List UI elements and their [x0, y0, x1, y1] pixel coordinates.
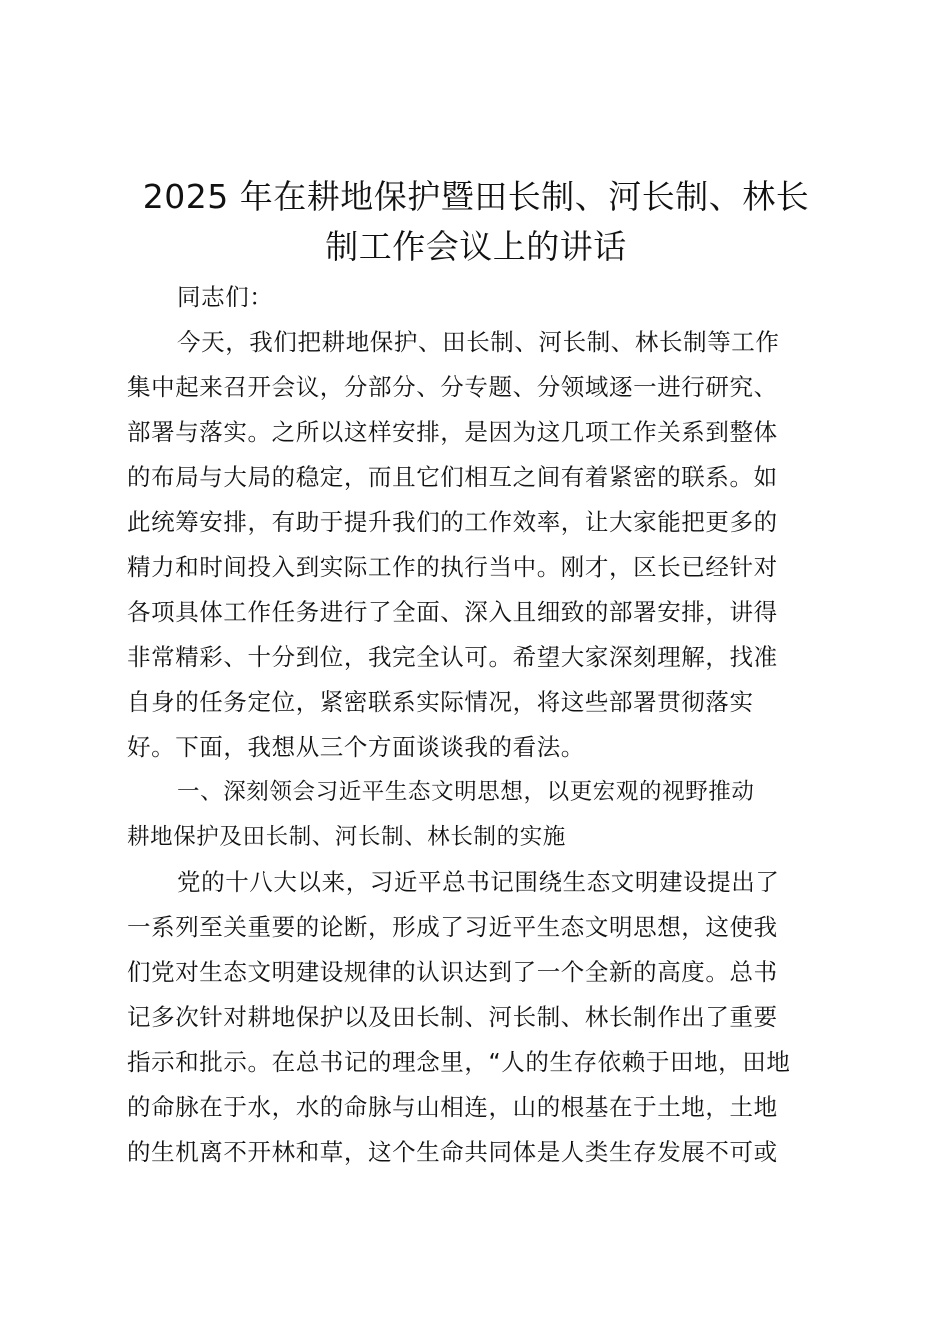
paragraph-line: 精力和时间投入到实际工作的执行当中。刚才，区长已经针对: [127, 553, 778, 581]
paragraph-line: 的命脉在于水，水的命脉与山相连，山的根基在于土地，土地: [127, 1093, 778, 1121]
salutation: 同志们：: [177, 283, 274, 311]
paragraph-line: 部署与落实。之所以这样安排，是因为这几项工作关系到整体: [127, 418, 778, 446]
title-line: 2025 年在耕地保护暨田长制、河长制、林长: [142, 177, 810, 216]
heading-line: 一、深刻领会习近平生态文明思想，以更宏观的视野推动: [177, 779, 755, 805]
section-paragraph: [127, 860, 827, 1175]
title-line: 制工作会议上的讲话: [325, 227, 627, 266]
section-heading: [127, 770, 827, 860]
paragraph-line: 党的十八大以来，习近平总书记围绕生态文明建设提出了: [177, 868, 780, 896]
paragraph-line: 的布局与大局的稳定，而且它们相互之间有着紧密的联系。如: [127, 463, 778, 491]
document-body: [127, 275, 827, 1175]
paragraph-line: 指示和批示。在总书记的理念里，“人的生存依赖于田地，田地: [127, 1048, 791, 1076]
paragraph-line: 非常精彩、十分到位，我完全认可。希望大家深刻理解，找准: [127, 643, 778, 671]
paragraph-line: 此统筹安排，有助于提升我们的工作效率，让大家能把更多的: [127, 508, 778, 536]
paragraph-line: 今天，我们把耕地保护、田长制、河长制、林长制等工作: [177, 328, 780, 356]
paragraph-line: 们党对生态文明建设规律的认识达到了一个全新的高度。总书: [127, 958, 778, 986]
paragraph-line: 自身的任务定位，紧密联系实际情况，将这些部署贯彻落实: [127, 688, 754, 716]
document-title: [120, 172, 832, 272]
paragraph-line: 的生机离不开林和草，这个生命共同体是人类生存发展不可或: [127, 1138, 778, 1166]
paragraph-line: 各项具体工作任务进行了全面、深入且细致的部署安排，讲得: [127, 598, 778, 626]
paragraph-line: 一系列至关重要的论断，形成了习近平生态文明思想，这使我: [127, 913, 778, 941]
paragraph-line: 集中起来召开会议，分部分、分专题、分领域逐一进行研究、: [127, 373, 778, 401]
paragraph-line: 好。下面，我想从三个方面谈谈我的看法。: [127, 733, 585, 761]
paragraph-line: 记多次针对耕地保护以及田长制、河长制、林长制作出了重要: [127, 1003, 778, 1031]
heading-line: 耕地保护及田长制、河长制、林长制的实施: [127, 824, 566, 850]
intro-paragraph: [127, 320, 827, 770]
